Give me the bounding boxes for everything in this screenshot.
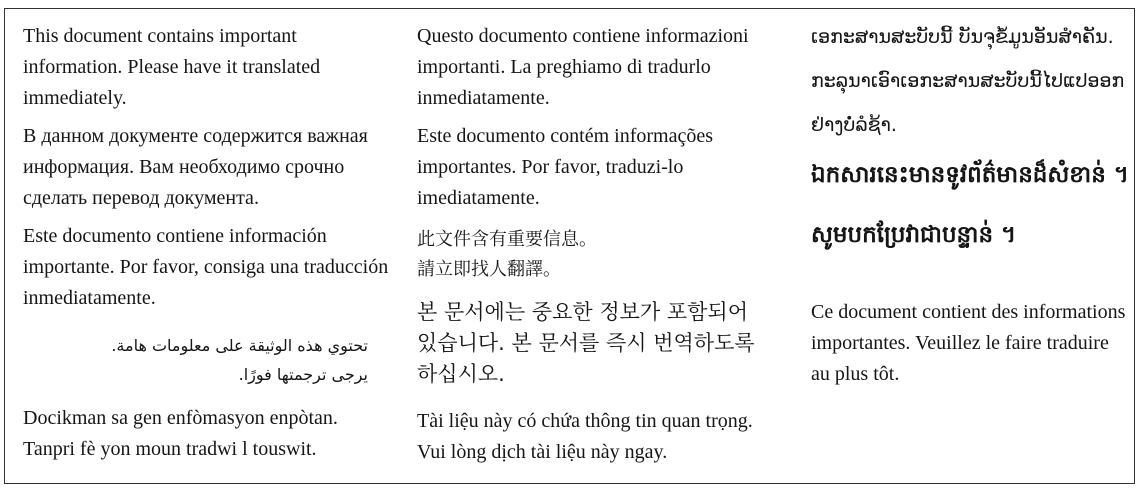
notice-spanish: Este documento contiene información importante. Por favor, consiga una traducción inmediatamente. <box>23 225 389 309</box>
notice-khmer: ឯកសារនេះមានទូវព័ត៌មានដ៏សំខាន់ ។ សូមបកប្រែវាជាបន្ទាន់ ។ <box>811 162 1129 248</box>
notice-haitian-creole: Docikman sa gen enfòmasyon enpòtan. Tanpri fè yon moun tradwi l touswit. <box>23 407 338 460</box>
notice-vietnamese: Tài liệu này có chứa thông tin quan trọng. Vui lòng dịch tài liệu này ngay. <box>417 410 753 463</box>
notice-frame <box>4 8 1135 484</box>
notice-english: This document contains important information. Please have it translated immediately. <box>23 25 321 109</box>
notice-french: Ce document contient des informations importantes. Veuillez le faire traduire au plus tôt. <box>811 301 1126 385</box>
notice-lao: ເອກະສານສະບັບນີ້ ບັນຈຸຂໍ້ມູນອັນສຳຄັນ. ກະລຸນາເອົາເອກະສານສະບັບນີ້ໄປແປອອກ ຢ່າງບໍ່ລໍຊ້າ. <box>811 26 1125 136</box>
notice-korean: 본 문서에는 중요한 정보가 포함되어 있습니다. 본 문서를 즉시 번역하도록 하십시오. <box>417 300 755 386</box>
notice-arabic: تحتوي هذه الوثيقة على معلومات هامة. يرجى ترجمتها فورًا. <box>111 336 368 384</box>
notice-italian: Questo documento contiene informazioni importanti. La preghiamo di tradurlo inmediatamente. <box>417 25 749 109</box>
notice-portuguese: Este documento contém informações importantes. Por favor, traduzi-lo imediatamente. <box>417 125 714 209</box>
notice-russian: В данном документе содержится важная информация. Вам необходимо срочно сделать перевод документа. <box>23 125 368 209</box>
notice-chinese: 此文件含有重要信息。 請立即找人翻譯。 <box>417 229 597 280</box>
